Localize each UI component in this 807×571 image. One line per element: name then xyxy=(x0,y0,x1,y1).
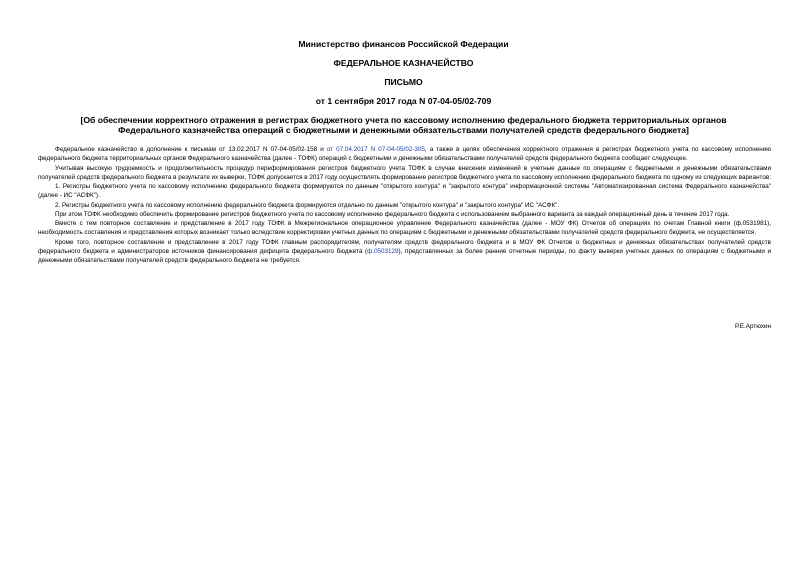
paragraph-reports-main-book: Вместе с тем повторное составление и представление в 2017 году ТОФК в Межрегиональное операционное управление Федерального казначейства (далее - МОУ ФК) Отчетов об операциях по счетам Главной книги (ф.0531981), необходимость составления и представления которых возникает только вследствие корректировки учетных данных по операциям с бюджетными и денежными обязательствами получателей средств федерального бюджета, не осуществляется. xyxy=(38,220,771,237)
agency-name: ФЕДЕРАЛЬНОЕ КАЗНАЧЕЙСТВО xyxy=(333,58,474,68)
document-subject-line-1: [Об обеспечении корректного отражения в регистрах бюджетного учета по кассовому исполнению федерального бюджета территориальных органов xyxy=(80,115,727,125)
document-subject-line-2: Федерального казначейства операций с бюджетными и денежными обязательствами получателей средств федерального бюджета] xyxy=(118,125,689,135)
document-type: ПИСЬМО xyxy=(384,77,423,87)
signature: Р.Е.Артюхин xyxy=(735,323,771,330)
reference-link-form-0503129[interactable]: ф.0503129 xyxy=(367,247,399,255)
letter-body xyxy=(38,145,771,265)
paragraph-reports-text-end: ), представленных за более ранние отчетные периоды, по факту выверки учетных данных по операциям с бюджетными и денежными обязательствами получателей средств федерального бюджета не требуется. xyxy=(38,247,772,264)
paragraph-reports-obligations xyxy=(38,238,771,266)
paragraph-option-1: 1. Регистры бюджетного учета по кассовому исполнению федерального бюджета формируются по данным "открытого контура" и "закрытого контура" информационной системы "Автоматизированная система Федерального казначейства" (далее - ИС "АСФК"). xyxy=(38,183,771,200)
paragraph-options-intro: Учитывая высокую трудоемкость и продолжительность процедур переформирования регистров бюджетного учета ТОФК в случае внесения изменений в учетные данные по операциям с бюджетными и денежными обязательствами получателей средств федерального бюджета в результате их выверки, ТОФК допускается в 2017 году осуществлять формирование регистров бюджетного учета по кассовому исполнению федерального бюджета по одному из следующих вариантов: xyxy=(38,164,771,181)
reference-link-letter-305[interactable]: от 07.04.2017 N 07-04-05/02-305 xyxy=(326,146,425,153)
ministry-name: Министерство финансов Российской Федерации xyxy=(298,39,509,49)
paragraph-requirement: При этом ТОФК необходимо обеспечить формирование регистров бюджетного учета по кассовому исполнению федерального бюджета с использованием выбранного варианта за каждый операционный день в течение 2017 года. xyxy=(55,210,730,218)
paragraph-intro-text-end: , а также в целях обеспечения корректного отражения в регистрах бюджетного учета по кассовому исполнению федерального бюджета территориальных органов Федерального казначейства (далее - ТОФК) операций с бюджетными и денежными обязательствами получателей средств федерального бюджета сообщает следующее. xyxy=(38,146,771,163)
paragraph-intro-text-start: Федеральное казначейство в дополнение к письмам от 13.02.2017 N 07-04-05/02-158 и xyxy=(55,146,327,153)
paragraph-reports-text-start: Кроме того, повторное составление и представление в 2017 году ТОФК главным распорядителям, получателям средств федерального бюджета и в МОУ ФК Отчетов о бюджетных и денежных обязательствах получателей средств федерального бюджета и администраторов источников финансирования дефицита федерального бюджета ( xyxy=(38,238,771,255)
paragraph-intro xyxy=(38,145,771,164)
paragraph-option-2: 2. Регистры бюджетного учета по кассовому исполнению федерального бюджета формируются отдельно по данным "открытого контура" и "закрытого контура" ИС "АСФК". xyxy=(55,201,560,209)
document-date-number: от 1 сентября 2017 года N 07-04-05/02-709 xyxy=(315,96,492,106)
